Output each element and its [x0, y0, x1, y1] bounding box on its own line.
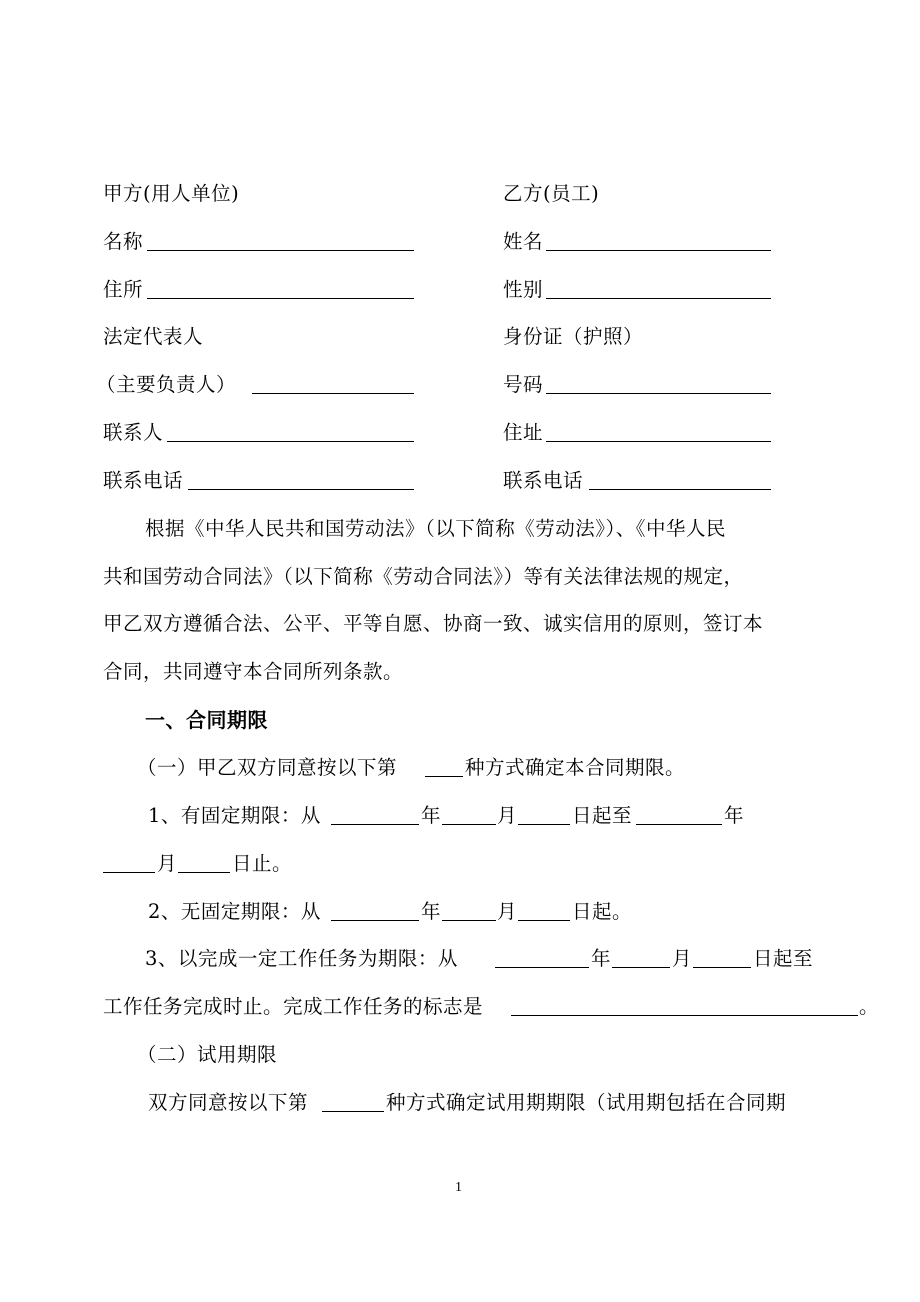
- section-1-title: 一、合同期限: [145, 708, 268, 732]
- item-3-month: 月: [672, 947, 693, 970]
- item-1-end-year-blank: [636, 824, 722, 825]
- item-1-end-day: 日止。: [232, 852, 293, 875]
- item-1-end-day-blank: [178, 872, 230, 873]
- party-b-name-label: 姓名: [503, 230, 544, 253]
- item-1-day-blank: [518, 824, 570, 825]
- party-b-number-line: [546, 393, 771, 394]
- item-2-start: 日起。: [572, 900, 633, 923]
- item-2-year: 年: [421, 900, 442, 923]
- party-a-principal-label: （主要负责人）: [96, 373, 237, 396]
- party-a-address-line: [147, 298, 414, 299]
- probation-text-a: 双方同意按以下第: [148, 1091, 309, 1114]
- item-3-day-blank: [693, 967, 751, 968]
- party-a-principal-line: [252, 393, 414, 394]
- item-1-end-year: 年: [724, 804, 745, 827]
- item-3-continuation: 工作任务完成时止。完成工作任务的标志是: [103, 995, 484, 1018]
- item-1-from-to: 日起至: [572, 804, 633, 827]
- party-a-name-label: 名称: [103, 230, 144, 253]
- item-2-day-blank: [518, 920, 570, 921]
- intro-line-3: 甲乙双方遵循合法、公平、平等自愿、协商一致、诚实信用的原则，签订本: [103, 612, 764, 635]
- item-1-year-blank: [331, 824, 419, 825]
- item-1-month-blank: [442, 824, 496, 825]
- party-a-legal-rep-label: 法定代表人: [103, 325, 204, 348]
- item-2-month-blank: [442, 920, 496, 921]
- party-a-address-label: 住所: [103, 278, 144, 301]
- party-b-address-label: 住址: [503, 421, 544, 444]
- party-a-name-line: [147, 250, 414, 251]
- probation-method-blank: [322, 1111, 384, 1112]
- item-2-month: 月: [497, 900, 518, 923]
- party-a-phone-label: 联系电话: [103, 469, 184, 492]
- party-b-id-label: 身份证（护照）: [503, 325, 644, 348]
- item-2-year-blank: [331, 920, 419, 921]
- item-3-from-to: 日起至: [753, 947, 814, 970]
- term-method-blank: [425, 776, 463, 777]
- party-b-number-label: 号码: [503, 373, 544, 396]
- item-3-year-blank: [495, 967, 589, 968]
- item-1-end-month-blank: [103, 872, 155, 873]
- party-b-name-line: [546, 250, 771, 251]
- party-a-heading: 甲方(用人单位): [103, 182, 240, 205]
- item-1-year: 年: [421, 804, 442, 827]
- party-b-gender-line: [546, 298, 771, 299]
- intro-line-2: 共和国劳动合同法》（以下简称《劳动合同法》）等有关法律法规的规定，: [103, 565, 744, 588]
- item-3-label: 3、以完成一定工作任务为期限：从: [145, 947, 458, 970]
- probation-text-b: 种方式确定试用期期限（试用期包括在合同期: [386, 1091, 787, 1114]
- intro-line-4: 合同，共同遵守本合同所列条款。: [103, 660, 404, 683]
- party-b-phone-label: 联系电话: [503, 469, 584, 492]
- item-3-period: 。: [859, 995, 880, 1018]
- term-method-text-a: （一）甲乙双方同意按以下第: [137, 756, 398, 779]
- party-b-phone-line: [589, 489, 771, 490]
- item-1-label: 1、有固定期限：从: [148, 804, 321, 827]
- item-3-month-blank: [612, 967, 670, 968]
- party-a-contact-line: [167, 441, 414, 442]
- page-number: 1: [455, 1180, 462, 1195]
- party-a-phone-line: [188, 489, 414, 490]
- item-2-label: 2、无固定期限：从: [148, 900, 321, 923]
- party-b-address-line: [546, 441, 771, 442]
- item-3-task-blank: [511, 1015, 858, 1016]
- term-method-text-b: 种方式确定本合同期限。: [465, 756, 686, 779]
- item-1-month: 月: [497, 804, 518, 827]
- party-b-gender-label: 性别: [503, 278, 544, 301]
- party-b-heading: 乙方(员工): [503, 182, 600, 205]
- item-1-end-month: 月: [157, 852, 178, 875]
- intro-line-1: 根据《中华人民共和国劳动法》（以下简称《劳动法》）、《中华人民: [145, 517, 727, 540]
- probation-heading: （二）试用期限: [137, 1043, 278, 1066]
- item-3-year: 年: [591, 947, 612, 970]
- party-a-contact-label: 联系人: [103, 421, 164, 444]
